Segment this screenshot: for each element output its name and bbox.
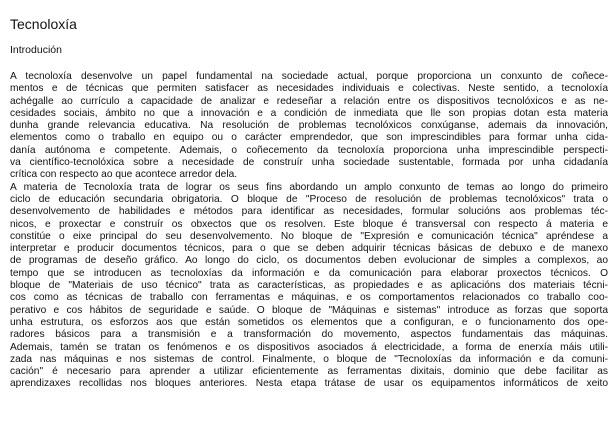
text-line: cos como as técnicas de traballo con ferramentas e máquinas, e os comportamentos relacionados co traballo coo- (10, 292, 608, 304)
text-line: danía autónoma e competente. Ademais, o coñecemento da tecnoloxía proporciona unha imprescindible perspecti- (10, 144, 608, 156)
text-line: achégalle ao currículo a capacidade de analizar e redeseñar a relación entre os dispositivos tecnolóxicos e as ne- (10, 95, 608, 107)
text-line: perativo e cos hábitos de seguridade e saúde. O bloque de "Máquinas e sistemas" introduce as forzas que soporta (10, 304, 608, 316)
text-line: ciclo de educación secundaria obrigatoria. O bloque de "Proceso de resolución de problemas tecnolóxicos" trata o (10, 193, 608, 205)
text-line: cesidades sociais, ámbito no que a innovación e a condición de inmediata que lle son propias dotan esta materia (10, 107, 608, 119)
text-line: A materia de Tecnoloxía trata de lograr os seus fins abordando un amplo conxunto de temas ao longo do primeiro (10, 181, 608, 193)
text-line: radores básicos para a transmisión e a transformación do movemento, aspectos fundamentais das máquinas. (10, 329, 608, 341)
text-line: crítica con respecto ao que acontece arredor dela. (10, 169, 238, 181)
text-line: elementos como o traballo en equipo ou o carácter emprendedor, que son imprescindibles para formar unha cida- (10, 132, 608, 144)
text-line: interpretar e producir documentos técnicos, para o que se deben adquirir técnicas básicas de debuxo e de manexo (10, 243, 608, 255)
text-line: de programas de deseño gráfico. Ao longo do ciclo, os documentos deben evolucionar de simples a complexos, ao (10, 255, 608, 267)
text-line: A tecnoloxía desenvolve un papel fundamental na sociedade actual, porque proporciona un conxunto de coñece- (10, 71, 608, 82)
text-line: constitúe o eixe principal do seu desenvolvemento. No bloque de "Expresión e comunicación técnica" apréndese a (10, 230, 608, 242)
section-heading: Introdución (10, 44, 62, 56)
document-title: Tecnoloxía (10, 16, 77, 32)
text-line: nicos, e proxectar e construír os obxectos que os resolven. Este bloque é transversal con respecto á materia e (10, 218, 608, 230)
text-line: desenvolvemento de habilidades e métodos para identificar as necesidades, formular solucións aos problemas téc- (10, 206, 608, 218)
text-line: zada nas máquinas e nos sistemas de control. Finalmente, o bloque de "Tecnoloxías da información e da comuni- (10, 353, 608, 365)
text-line: Ademais, tamén se tratan os fenómenos e os dispositivos asociados á electricidade, a forma de enerxía máis utili- (10, 341, 608, 353)
text-line: cación" é necesario para aprender a utilizar eficientemente as ferramentas dixitais, dominio que debe facilitar as (10, 366, 608, 378)
text-line: bloque de "Materiais de uso técnico" trata as características, as propiedades e as aplicacións dos materiais técni- (10, 280, 608, 292)
body-text (10, 71, 608, 391)
text-line: va científico-tecnolóxica sobre a necesidade de construír unha sociedade sustentable, formada por unha cidadanía (10, 157, 608, 169)
text-line: dunha grande relevancia educativa. Na resolución de problemas tecnolóxicos conxúganse, ademais da innovación, (10, 120, 608, 132)
text-line: aprendizaxes recollidas nos bloques anteriores. Nesta etapa trátase de usar os equipamentos informáticos de xeito (10, 378, 608, 390)
text-line: tempo que se introducen as tecnoloxías da información e da comunicación para elaborar proxectos técnicos. O (10, 267, 608, 279)
text-line: mentos e de técnicas que permiten satisfacer as necesidades individuais e colectivas. Neste sentido, a tecnoloxía (10, 83, 608, 95)
text-line: unha estrutura, os esforzos aos que están sometidos os elementos que a configuran, e o funcionamento dos ope- (10, 316, 608, 328)
